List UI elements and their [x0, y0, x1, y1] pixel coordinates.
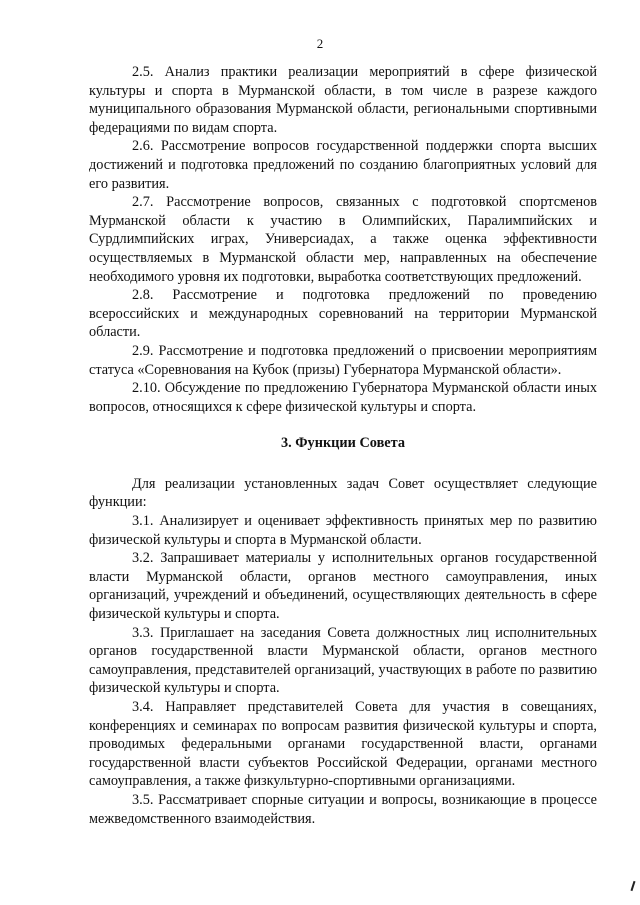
paragraph-intro: Для реализации установленных задач Совет осуществляет следующие функции:	[89, 475, 597, 511]
paragraph-3-2: 3.2. Запрашивает материалы у исполнительных органов государственной власти Мурманской области, органов местного самоуправления, иных организаций, учреждений и объединений, осуществляющих деятельность в сфере физической культуры и спорта.	[89, 550, 597, 623]
paragraph-2-6: 2.6. Рассмотрение вопросов государственной поддержки спорта высших достижений и подготовка предложений по созданию благоприятных условий для его развития.	[89, 138, 597, 192]
paragraph-2-5: 2.5. Анализ практики реализации мероприятий в сфере физической культуры и спорта в Мурманской области, в том числе в разрезе каждого муниципального образования Мурманской области, региональными спортивными федерациями по видам спорта.	[89, 64, 597, 136]
paragraph-3-3: 3.3. Приглашает на заседания Совета должностных лиц исполнительных органов государственной власти Мурманской области, органов местного самоуправления, представителей организаций, участвующих в работе по развитию физической культуры и спорта.	[89, 624, 597, 697]
paragraph-3-4: 3.4. Направляет представителей Совета для участия в совещаниях, конференциях и семинарах по вопросам развития физической культуры и спорта, проводимых федеральными органами государственной власти, органами государственной власти субъектов Российской Федерации, органами местного самоуправления, а также физкультурно-спортивными организациями.	[89, 699, 597, 790]
paragraph-2-8: 2.8. Рассмотрение и подготовка предложений по проведению всероссийских и международных соревнований на территории Мурманской области.	[89, 287, 597, 341]
document-body	[89, 63, 597, 828]
page-number: 2	[316, 36, 324, 51]
paragraph-3-5: 3.5. Рассматривает спорные ситуации и вопросы, возникающие в процессе межведомственного взаимодействия.	[89, 791, 597, 827]
paragraph-3-1: 3.1. Анализирует и оценивает эффективность принятых мер по развитию физической культуры и спорта в Мурманской области.	[89, 513, 597, 548]
scan-edge-mark	[631, 881, 636, 891]
paragraph-2-7: 2.7. Рассмотрение вопросов, связанных с подготовкой спортсменов Мурманской области к участию в Олимпийских, Паралимпийских и Сурдлимпийских играх, Универсиадах, а также оценка эффективности осуществляемых в Мурманской области мер, направленных на обеспечение необходимого уровня их подготовки, выработка соответствующих предложений.	[89, 194, 597, 285]
section-heading: 3. Функции Совета	[280, 435, 405, 452]
paragraph-2-9: 2.9. Рассмотрение и подготовка предложений о присвоении мероприятиям статуса «Соревнования на Кубок (призы) Губернатора Мурманской области».	[89, 342, 597, 378]
paragraph-2-10: 2.10. Обсуждение по предложению Губернатора Мурманской области иных вопросов, относящихся к сфере физической культуры и спорта.	[89, 380, 597, 415]
